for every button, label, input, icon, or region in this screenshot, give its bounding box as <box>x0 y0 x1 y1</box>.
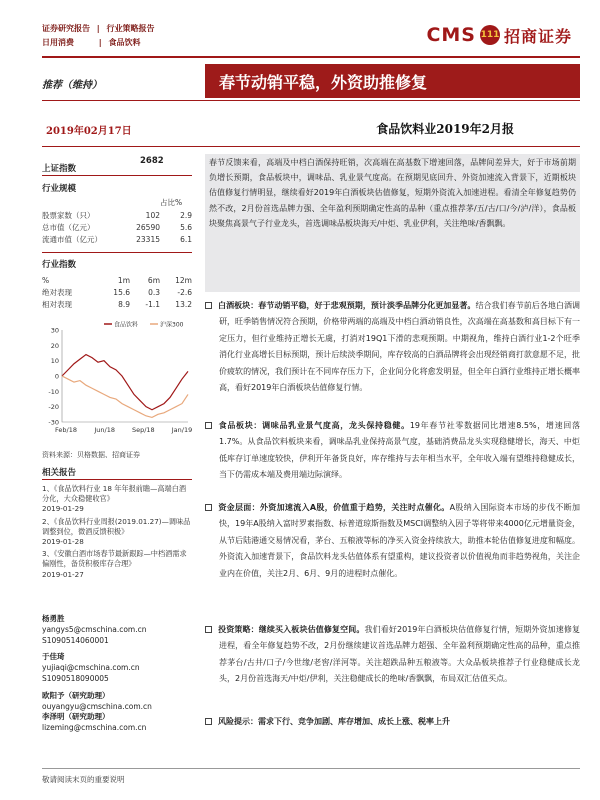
section-text: 结合我们春节前后各地白酒调研，旺季销售情况符合预期，价格带两端的高端及中档白酒动销良性，次高端在高基数和高目标下有一定压力，但行业维持正增长无虞，打消对19Q1下滑的悲观预期。中期视角，维持白酒行业1-2个旺季消化行业高增长目标预期，预计后续淡季期间，库存较高的白酒品牌将会出现经销商打款意愿不足，批价疲软的情况，我们预计在不同库存压力下，企业间分化将愈发明显，但全年白酒行业维持正增长概率高，看好2019年白酒板块估值修复行情。 <box>219 301 581 393</box>
cell-value: 26590 <box>136 222 160 232</box>
breadcrumb-sector: 日用消费 <box>42 38 74 47</box>
section-text: 19年春节社零数据同比增速8.5%，增速回落1.7%。从食品饮料板块来看，调味品乳业保持高景气度，基础消费品龙头实现稳健增长，海天、中炬低库存订单速度较快，伊利开年备货良好，库存维持与去年相当水平，全年收入端有望维持稳健成长，当下仍需成本端及费用端边际演绎。 <box>219 421 580 480</box>
list-item[interactable] <box>42 517 192 548</box>
y-tick-label: -10 <box>48 387 59 396</box>
related-date: 2019-01-29 <box>42 504 84 514</box>
analyst-name: 杨勇胜 <box>42 614 65 623</box>
col-header: 12m <box>175 275 192 285</box>
report-date: 2019年02月17日 <box>46 126 132 137</box>
cell-label: 相对表现 <box>42 299 72 309</box>
table-row <box>42 221 192 233</box>
section-strategy <box>205 622 580 688</box>
section-baijiu <box>205 298 580 396</box>
table-row <box>42 298 192 310</box>
related-title[interactable]: 2、《食品饮料行业周报(2019.01.27)—调味品调整到位，微酒反馈积极》 <box>42 516 191 536</box>
bullet-square-icon <box>205 504 212 511</box>
list-item[interactable] <box>42 484 192 515</box>
x-tick-label: Jan/19 <box>171 426 192 434</box>
report-type: 食品饮料业2019年2月报 <box>376 122 514 136</box>
section-lead: 白酒板块：春节动销平稳，好于悲观预期，预计淡季品牌分化更加显著。 <box>218 301 476 310</box>
legend-label: 食品饮料 <box>114 321 139 329</box>
footer-divider <box>42 768 580 769</box>
section-risk <box>205 714 580 730</box>
cell-value: 13.2 <box>175 299 192 309</box>
bullet-square-icon <box>205 718 212 725</box>
bullet-square-icon <box>205 302 212 309</box>
series-lines <box>62 355 188 418</box>
related-date: 2019-01-28 <box>42 537 84 547</box>
y-tick-label: 0 <box>54 372 59 381</box>
cell-label: 股票家数（只） <box>42 210 95 220</box>
logo-cn: 招商证券 <box>503 26 572 46</box>
date-divider <box>42 146 580 147</box>
cell-value: 102 <box>145 210 160 220</box>
col-header: 1m <box>117 275 130 285</box>
report-title: 春节动销平稳，外资助推修复 <box>205 64 580 98</box>
cell-value: 15.6 <box>113 287 130 297</box>
analyst-name: 于佳琦 <box>42 652 65 662</box>
footer-note: 敬请阅读末页的重要说明 <box>42 775 125 784</box>
analyst-name: 欧阳予（研究助理） <box>42 690 110 700</box>
list-item[interactable] <box>42 549 192 580</box>
index-value: 2682 <box>140 156 164 166</box>
related-heading: 相关报告 <box>42 468 77 478</box>
bullet-square-icon <box>205 422 212 429</box>
divider <box>42 479 192 480</box>
divider <box>42 175 192 176</box>
x-tick-label: Feb/18 <box>55 426 77 434</box>
analyst-list <box>42 614 192 734</box>
section-food <box>205 418 580 484</box>
chart-source: 资料来源：贝格数据、招商证券 <box>42 451 140 459</box>
breadcrumb-report: 证券研究报告 <box>42 24 90 33</box>
cell-label: 流通市值（亿元） <box>42 234 102 244</box>
rating: 推荐（维持） <box>42 80 102 91</box>
analyst-id: S1090518090005 <box>42 673 109 683</box>
analyst-email[interactable]: yangys5@cmschina.com.cn <box>42 624 147 634</box>
logo-cms: CMS <box>426 24 476 46</box>
cell-value: 8.9 <box>118 299 130 309</box>
breadcrumb-type: 行业策略报告 <box>106 24 155 33</box>
legend-label: 沪深300 <box>160 321 184 329</box>
x-tick-label: Sep/18 <box>131 426 155 434</box>
y-tick-label: 10 <box>50 357 59 366</box>
y-tick-label: -20 <box>48 403 59 412</box>
industry-index-heading: 行业指数 <box>42 260 77 270</box>
section-lead: 资金层面：外资加速流入A股，价值重于趋势，关注时点催化。 <box>218 503 450 512</box>
company-logo <box>426 22 572 48</box>
section-capital <box>205 500 580 582</box>
x-axis <box>55 426 192 434</box>
series-line-0 <box>62 355 188 410</box>
analyst-email[interactable]: ouyangyu@cmschina.com.cn <box>42 701 152 711</box>
breadcrumb-sep: | <box>96 24 100 33</box>
table-header-row <box>42 274 192 286</box>
x-tick-label: Jun/18 <box>94 426 115 434</box>
scale-col-header: 占比% <box>160 198 183 207</box>
cell-value: -1.1 <box>145 299 160 309</box>
header-divider <box>42 56 580 58</box>
analyst-id: S1090514060001 <box>42 635 109 645</box>
related-list <box>42 484 192 580</box>
analyst-email[interactable]: yujiaqi@cmschina.com.cn <box>42 663 140 673</box>
divider <box>42 252 192 253</box>
analyst-email[interactable]: lizeming@cmschina.com.cn <box>42 723 147 733</box>
industry-scale-heading: 行业规模 <box>42 184 77 194</box>
cell-pct: 6.1 <box>180 234 192 244</box>
industry-scale-table <box>42 209 192 245</box>
section-lead: 投资策略：继续买入板块估值修复空间。 <box>218 625 365 634</box>
cell-value: 23315 <box>136 234 160 244</box>
axis-line <box>62 330 188 422</box>
section-text: A股纳入国际资本市场的步伐不断加快，19年A股纳入富时罗素指数、标普道琼斯指数及MSCI调整纳入因子等将带来4000亿元增量资金，从节后陆港通交易情况看，茅台、五粮液等标的净买入资金持续放大，助推本轮估值修复进度和幅度。外资流入加速背景下，食品饮料龙头估值体系有望重构，建议投资者以价值视角而非趋势视角，关注企业内在价值，关注2月、6月、9月的进程时点催化。 <box>219 503 580 578</box>
y-tick-label: 30 <box>50 326 59 335</box>
cell-value: -2.6 <box>177 287 192 297</box>
breadcrumb-industry: 食品饮料 <box>108 38 141 47</box>
breadcrumb-sep: | <box>98 38 102 47</box>
cell-pct: 5.6 <box>180 222 192 232</box>
section-lead: 风险提示：需求下行、竞争加剧、库存增加、成长上涨、税率上升 <box>218 717 450 726</box>
section-text: 我们看好2019年白酒板块估值修复行情，短期外资加速修复进程，看全年修复趋势不改，2月份继续建议首选品牌力超强、全年盈利预期确定性高的品种，重点推荐茅台/古井/口子/今世缘/老窖/洋河等。关注超跌品种五粮液等。大众品板块推荐子行业稳健成长龙头，2月份首选海天/中炬/伊利，关注稳健成长的绝味/香飘飘，布局双汇估值买点。 <box>219 625 581 684</box>
table-row <box>42 286 192 298</box>
y-tick-label: -30 <box>48 418 59 427</box>
series-line-1 <box>62 376 188 417</box>
logo-badge-icon: 111 <box>480 25 500 45</box>
analyst-name: 李泽明（研究助理） <box>42 712 110 722</box>
related-title[interactable]: 3、《安徽白酒市场春节最新跟踪—中档酒需求偏刚性，备货积极库存合理》 <box>42 549 187 569</box>
cell-label: 绝对表现 <box>42 287 72 297</box>
table-row <box>42 233 192 245</box>
related-title[interactable]: 1、《食品饮料行业 18 年年报前瞻—高端白酒分化，大众稳健收官》 <box>42 484 187 504</box>
cell-pct: 2.9 <box>180 210 192 220</box>
industry-index-chart <box>42 318 192 436</box>
summary-box: 春节反馈来看，高端及中档白酒保持旺销，次高端在高基数下增速回落，品牌间差异大，好于市场前期负增长预期，食品板块中，调味品、乳业景气度高。在预期见底回升、外资加速流入背景下，近期板块估值修复行情明显，继续看好2019年白酒板块估值修复，短期外资流入加速进程。看清全年修复趋势仍然不改，2月份首选品牌力强、全年盈利预期确定性高的品种（重点推荐茅/五/古/口/今/泸/洋），食品板块聚焦高景气子行业龙头，首选调味品板块海天/中炬、乳业伊利，关注绝味/香飘飘。 <box>205 154 580 292</box>
header-breadcrumb <box>42 22 155 50</box>
index-row <box>42 156 192 175</box>
bullet-square-icon <box>205 626 212 633</box>
table-row <box>42 209 192 221</box>
chart-legend <box>104 321 184 329</box>
section-lead: 食品板块：调味品乳业景气度高，龙头保持稳健。 <box>218 421 410 430</box>
index-label: 上证指数 <box>42 164 77 174</box>
y-tick-label: 20 <box>50 341 59 350</box>
col-header: 6m <box>147 275 160 285</box>
related-date: 2019-01-27 <box>42 569 84 579</box>
title-divider <box>42 100 580 101</box>
cell-label: 总市值（亿元） <box>42 222 95 232</box>
cell-value: 0.3 <box>148 287 160 297</box>
industry-index-table <box>42 274 192 310</box>
col-header: % <box>42 275 50 285</box>
